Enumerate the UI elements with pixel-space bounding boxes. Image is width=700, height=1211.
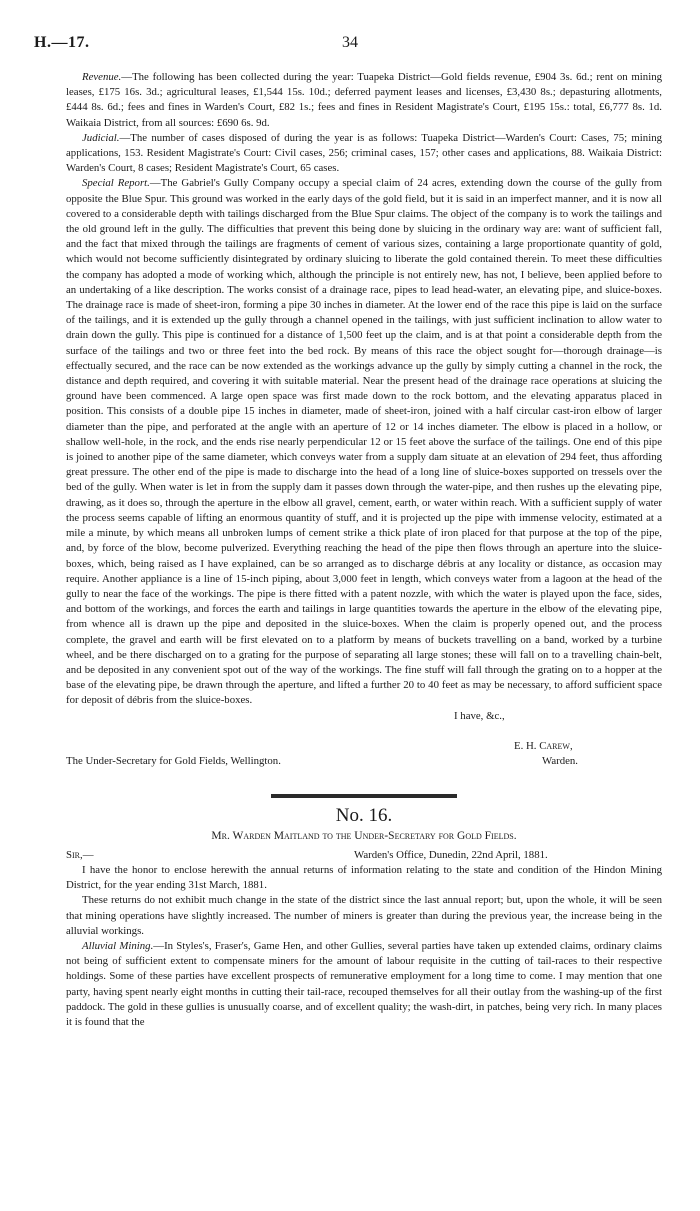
salutation-line <box>66 848 662 863</box>
document-number: No. 16. <box>335 804 393 826</box>
letter-paragraph-1: I have the honor to enclose herewith the annual returns of information relating to the state and condition of the Hindon Mining District, for the year ending 31st March, 1881. <box>66 863 662 892</box>
letter-paragraph-2: These returns do not exhibit much change in the state of the district since the last annual report; but, upon the whole, it will be seen that mining operations have slightly increased. The number of miners is greater than during the previous year, the increase being in the alluvial workings. <box>66 894 662 937</box>
closing-line: I have, &c., <box>454 709 505 722</box>
alluvial-mining-paragraph <box>66 939 662 1030</box>
page-body <box>66 70 662 1030</box>
special-report-text: —The Gabriel's Gully Company occupy a special claim of 24 acres, extending down the course of the gully from opposite the Blue Spur. This ground was worked in the early days of the gold field, but it is said in an imperfect manner, and it is now all covered to a considerable depth with tailings discharged from the Blue Spur claims. The object of the company is to work the tailings and the old ground left in the gully. The difficulties that prevent this being done by sluicing in the ordinary way are: want of sufficient fall, and the fact that mixed through the tailings are fragments of cement of various sizes, containing a large proportionate quantity of gold, which would not become sufficiently disintegrated by ordinary sluicing to liberate the gold contained therein. To meet these difficulties the company has adopted a mode of working which, although the principle is not entirely new, has not, I believe, been applied before to an undertaking of a like description. The works consist of a drainage race, pipes to lead head-water, an elevating pipe, and sluice-boxes. The drainage race is made of sheet-iron, forming a pipe 30 inches in diameter. At the lower end of the race this pipe is laid on the surface of the tailings, and it is extended up the gully through a channel opened in the tailings, with just sufficient inclination to allow water to drain down the gully. This pipe is continued for a distance of 1,500 feet up the claim, and is at that point a considerable depth from the surface of the tailings and two or three feet into the bed rock. By means of this race the object sought for—thorough drainage—is effectually secured, and the race can be now extended as the workings advance up the gully by simply cutting a channel in the rock, the distance and depth required, and covering it with suitable material. Near the present head of the drainage race operations at sluicing the ground have been commenced. A large open space was first made down to the rock bottom, and the elevating apparatus placed in position. This consists of a double pipe 15 inches in diameter, made of sheet-iron, joined with a half circular cast-iron elbow of larger diameter than the pipe, and perforated at the angle with an aperture of 12 or 14 inches diameter. The elbow is placed in a hollow, or shallow well-hole, in the rock, and the ends rise nearly perpendicular 12 or 15 feet above the surface of the tailings. One end of this pipe is joined to another pipe of the same diameter, which conveys water from a supply dam situate at an elevation of 294 feet, thus affording great pressure. The other end of the pipe is made to discharge into the head of a long line of sluice-boxes supported on tressels over the bed of the gully. When water is let in from the supply dam it passes down through the water-pipe, and then rushes up the elevating pipe, drawing, as it does so, through the aperture in the elbow all gravel, cement, earth, or water within reach. With a sufficient supply of water the process seems capable of lifting an enormous quantity of stuff, and it is projected up the pipe with immense velocity, estimated at a mile a minute, by which means all unbroken lumps of cement strike a thick plate of iron placed for that purpose at the top of the pipe, and, by force of the blow, become pulverized. Everything reaching the head of the pipe then flows through an aperture into the sluice-boxes, which, being raised as I have explained, can be so arranged as to discharge débris at any locality or distance, as occasion may require. Another appliance is a line of 15-inch piping, about 3,000 feet in length, which conveys water from a lagoon at the head of the gully to near the face of the workings. The pipe is there fitted with a patent nozzle, with which the water is played upon the face, sides, and bottom of the workings, and forces the earth and tailings in large quantities towards the aperture in the elbow of the elevating pipe, from whence all is drawn up the pipe and deposited in the sluice-boxes. When the claim is properly opened out, and the process complete, the gravel and earth will be first elevated on to a platform by means of buckets travelling on a band, worked by a turbine wheel, and be there discharged on to a grating for the purpose of separating all large stones; these will fall on to a travelling chain-belt, and be deposited in any convenient spot out of the way of the workings. The fine stuff will fall through the grating on to a hopper at the base of the elevating pipe, be drawn through the aperture, and lifted a further 20 to 40 feet as may be necessary, to afford sufficient space for deposit of débris from the sluice-boxes. <box>66 177 662 707</box>
signoff-block <box>66 709 662 785</box>
page-number: 34 <box>342 34 358 51</box>
alluvial-mining-text: —In Styles's, Fraser's, Game Hen, and other Gullies, several parties have taken up extended claims, ordinary claims not being of sufficient extent to compensate miners for the amount of labour requisite in the cutting of tail-races to their respective holdings. Some of these parties have excellent prospects of remunerative employment for a long time to come. I may mention that one party, having spent nearly eight months in cutting their tail-race, recouped themselves for all their outlay from the washing-up of the first paddock. The gold in these gullies is unusually coarse, and of excellent quality; the wash-dirt, in patches, being very rich. In many places it is found that the <box>66 939 662 1028</box>
signer-name: E. H. Carew, <box>514 739 573 752</box>
page-header <box>34 34 666 54</box>
special-report-paragraph <box>66 176 662 708</box>
judicial-paragraph <box>66 131 662 177</box>
special-report-heading: Special Report. <box>82 177 150 190</box>
document-subheading: Mr. Warden Maitland to the Under-Secretary for Gold Fields. <box>211 829 517 842</box>
revenue-heading: Revenue. <box>82 71 122 83</box>
alluvial-mining-heading: Alluvial Mining. <box>82 939 154 952</box>
parliamentary-reference: H.—17. <box>34 34 90 51</box>
office-date-line: Warden's Office, Dunedin, 22nd April, 1881. <box>354 848 548 861</box>
revenue-paragraph <box>66 70 662 131</box>
signer-title: Warden. <box>542 754 579 767</box>
section-divider <box>271 794 457 798</box>
judicial-heading: Judicial. <box>82 131 120 144</box>
addressee-line: The Under-Secretary for Gold Fields, Wellington. <box>66 754 281 767</box>
revenue-text: —The following has been collected during the year: Tuapeka District—Gold fields revenue, £904 3s. 6d.; rent on mining leases, £175 16s. 3d.; agricultural leases, £1,544 15s. 10d.; deferred payment leases and licenses, £3,430 8s.; depasturing allotments, £444 8s. 6d.; fees and fines in Warden's Court, £82 1s.; fees and fines in Resident Magistrate's Court, £195 15s.: total, £6,777 8s. 1d. Waikaia District, from all sources: £690 6s. 9d. <box>66 71 662 129</box>
judicial-text: —The number of cases disposed of during the year is as follows: Tuapeka District—Warden's Court: Cases, 75; mining applications, 153. Resident Magistrate's Court: Civil cases, 256; criminal cases, 157; other cases and applications, 88. Waikaia District: Warden's Court, 8 cases; Resident Magistrate's Court, 65 cases. <box>66 131 662 175</box>
salutation: Sir,— <box>66 848 94 861</box>
